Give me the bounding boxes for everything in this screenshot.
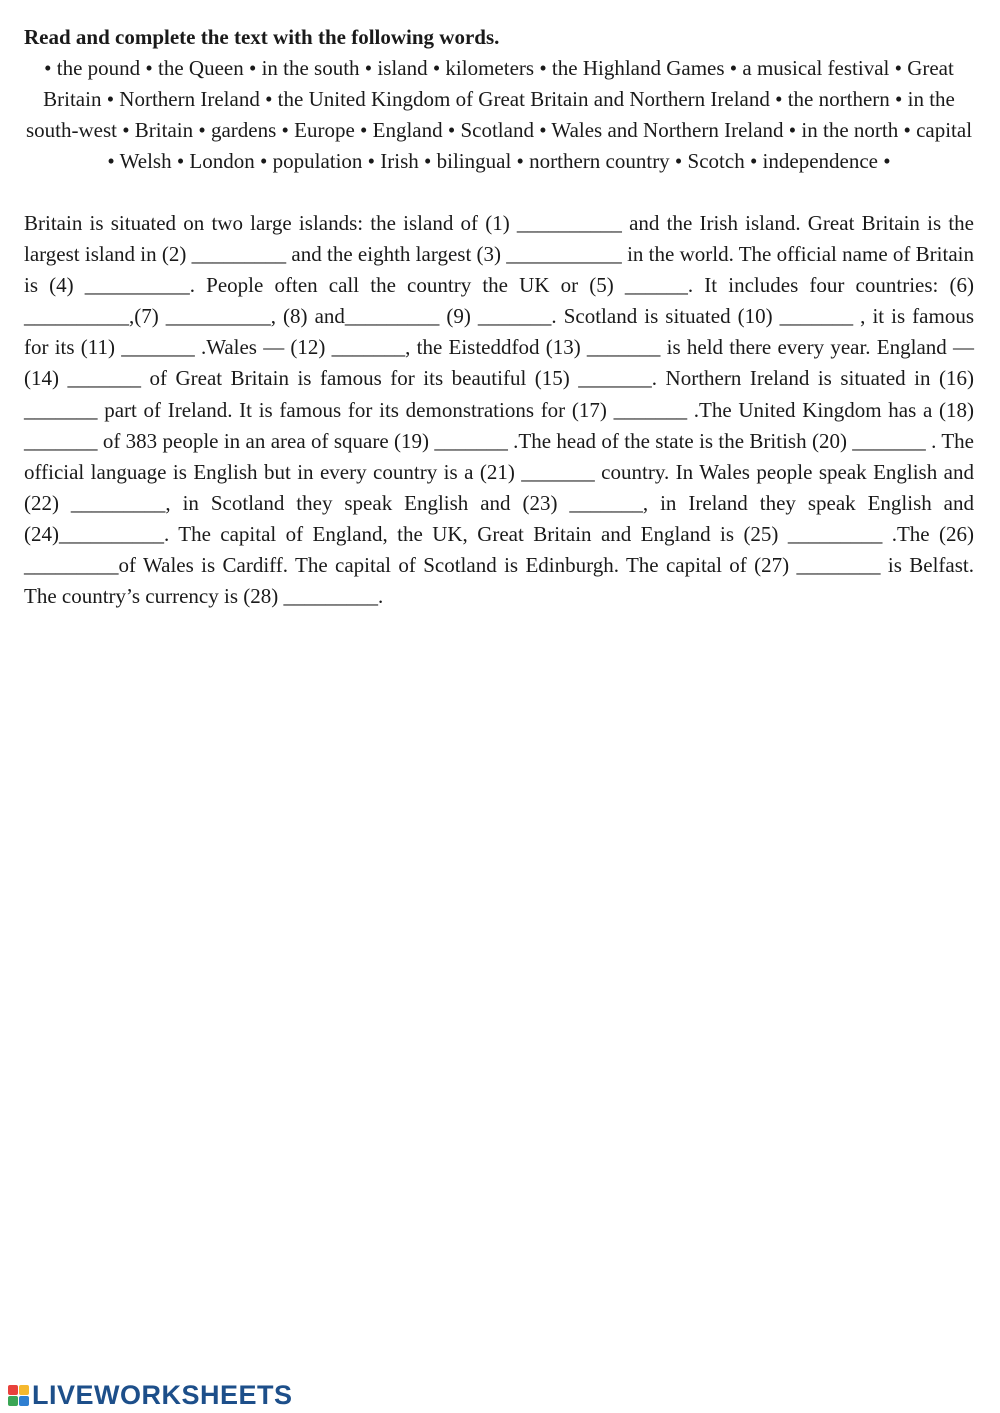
liveworksheets-logo-icon [8,1385,29,1406]
instruction-heading: Read and complete the text with the following words. [24,25,500,49]
logo-square-green [8,1396,18,1406]
logo-square-blue [19,1396,29,1406]
brand-name: LIVEWORKSHEETS [32,1379,293,1410]
logo-square-red [8,1385,18,1395]
logo-square-yellow [19,1385,29,1395]
worksheet [24,22,974,612]
fill-in-passage: Britain is situated on two large islands: the island of (1) __________ and the Irish island. Great Britain is the largest island in (2) _________ and the eighth largest (3) ___________ in the world. The official name of Britain is (4) __________. People often call the country the UK or (5) ______. It includes four countries: (6) __________,(7) __________, (8) and_________ (9) _______. Scotland is situated (10) _______ , it is famous for its (11) _______ .Wales — (12) _______, the Eisteddfod (13) _______ is held there every year. England — (14) _______ of Great Britain is famous for its beautiful (15) _______. Northern Ireland is situated in (16) _______ part of Ireland. It is famous for its demonstrations for (17) _______ .The United Kingdom has a (18) _______ of 383 people in an area of square (19) _______ .The head of the state is the British (20) _______ . The official language is English but in every country is a (21) _______ country. In Wales people speak English and (22) _________, in Scotland they speak English and (23) _______, in Ireland they speak English and (24)__________. The capital of England, the UK, Great Britain and England is (25) _________ .The (26) _________of Wales is Cardiff. The capital of Scotland is Edinburgh. The capital of (27) ________ is Belfast. The country’s currency is (28) _________. [24,211,974,609]
footer-brand [8,1380,293,1410]
word-bank: • the pound • the Queen • in the south • island • kilometers • the Highland Games • a musical festival • Great Britain • Northern Ireland • the United Kingdom of Great Britain and Northern Ireland • the northern • in the south-west • Britain • gardens • Europe • England • Scotland • Wales and Northern Ireland • in the north • capital • Welsh • London • population • Irish • bilingual • northern country • Scotch • independence • [25,56,973,173]
